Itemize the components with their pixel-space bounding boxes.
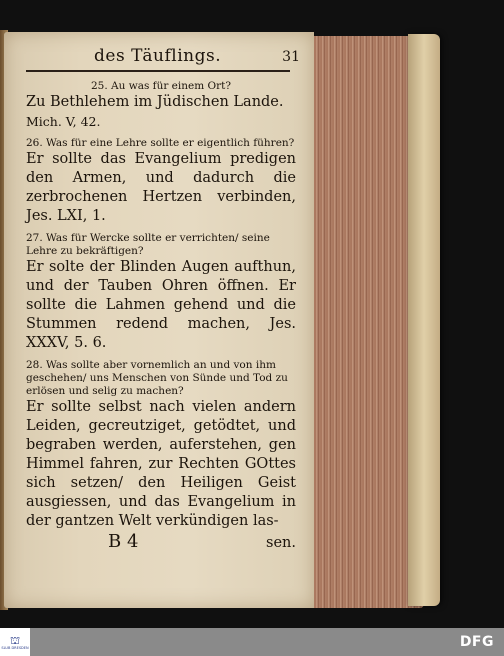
dfg-logo[interactable]: DFG xyxy=(459,634,494,650)
running-header xyxy=(94,46,300,66)
entry-25 xyxy=(26,80,296,131)
header-rule xyxy=(26,70,290,72)
page-text xyxy=(26,46,300,552)
question: 26. Was für eine Lehre sollte er eigentlich führen? xyxy=(26,137,295,149)
library-logo-icon: ⛫ xyxy=(9,633,21,647)
header-title: des Täuflings. xyxy=(94,46,222,66)
entry-26 xyxy=(26,137,296,226)
page-footer xyxy=(26,531,296,552)
answer: Er sollte selbst nach vielen andern Leiden, gecreutziget, getödtet, und begraben werden, auferstehen, gen Himmel fahren, zur Rechten GOttes sich setzen/ den Heiligen Geist ausgiessen, und das Evangelium in der gantzen Welt verkündigen las- xyxy=(26,399,296,529)
answer: Zu Bethlehem im Jüdischen Lande. xyxy=(26,94,284,110)
question: 28. Was sollte aber vornemlich an und von ihm geschehen/ uns Menschen von Sünde und Tod zu erlösen und selig zu machen? xyxy=(26,359,288,397)
answer: Er sollte das Evangelium predigen den Armen, und dadurch die zerbrochenen Hertzen verbinden, Jes. LXI, 1. xyxy=(26,151,296,224)
bible-reference: Mich. V, 42. xyxy=(26,114,101,129)
entry-28 xyxy=(26,359,296,531)
entry-27 xyxy=(26,232,296,353)
library-logo-text: SLUB DRESDEN xyxy=(1,645,29,650)
page-number: 31 xyxy=(282,49,300,65)
question: 25. Au was für einem Ort? xyxy=(90,80,232,92)
library-logo[interactable] xyxy=(0,628,30,656)
book-cover-edge xyxy=(408,34,440,606)
signature-mark: B 4 xyxy=(108,531,139,552)
answer: Er solte der Blinden Augen aufthun, und der Tauben Ohren öffnen. Er sollte die Lahmen gehend und die Stummen redend machen, Jes. XXXV, 5. 6. xyxy=(26,259,296,351)
viewer-footer-bar xyxy=(0,628,504,656)
catchword: sen. xyxy=(266,535,296,551)
question: 27. Was für Wercke sollte er verrichten/ seine Lehre zu bekräftigen? xyxy=(26,232,270,257)
